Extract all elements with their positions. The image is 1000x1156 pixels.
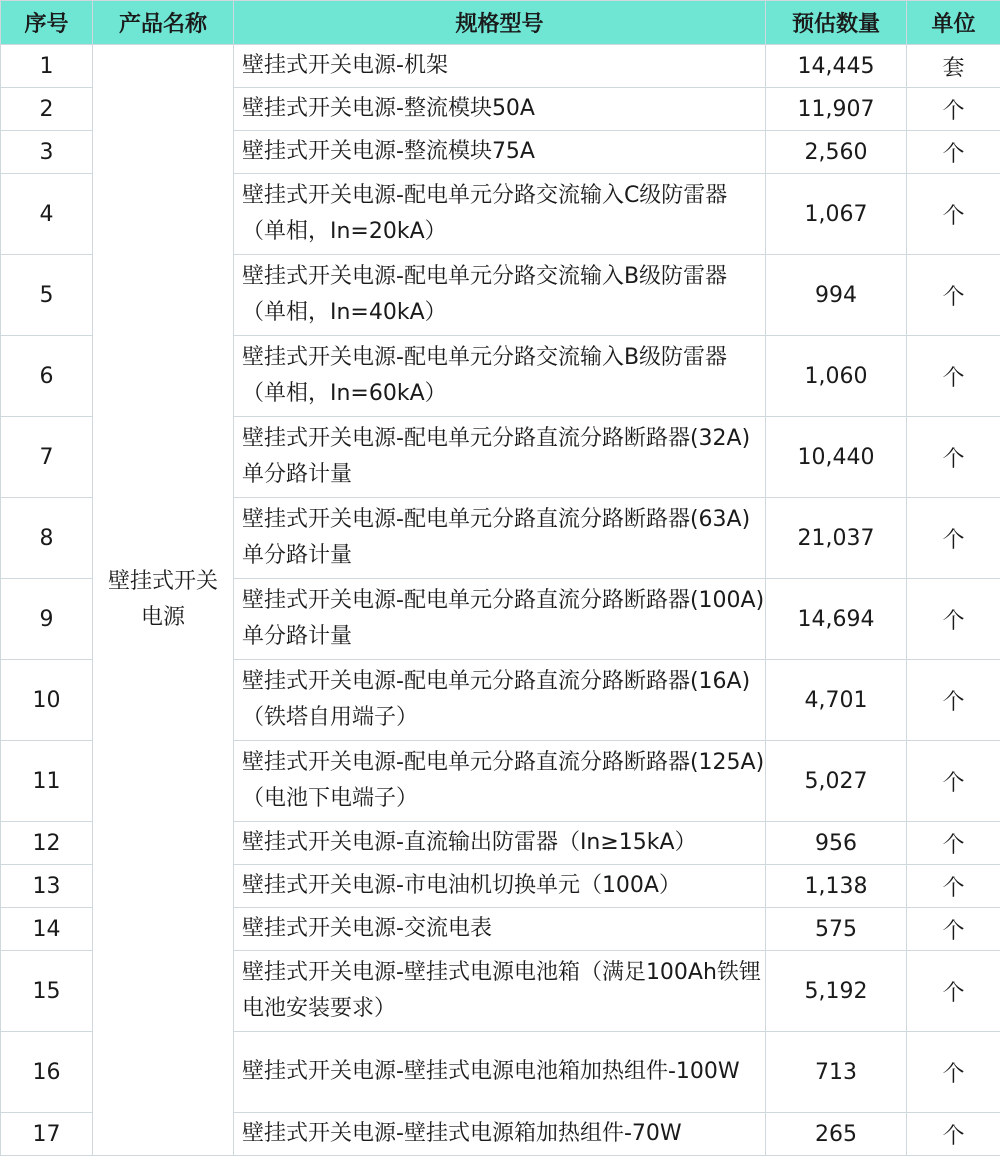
row-unit: 个	[907, 174, 1000, 255]
row-index: 14	[1, 908, 93, 951]
row-spec: 壁挂式开关电源-整流模块75A	[234, 131, 766, 174]
row-qty: 11,907	[766, 88, 907, 131]
row-spec: 壁挂式开关电源-配电单元分路交流输入B级防雷器（单相，In=60kA）	[234, 336, 766, 417]
row-spec: 壁挂式开关电源-壁挂式电源箱加热组件-70W	[234, 1113, 766, 1156]
row-qty: 21,037	[766, 498, 907, 579]
row-qty: 2,560	[766, 131, 907, 174]
row-index: 12	[1, 822, 93, 865]
row-spec: 壁挂式开关电源-配电单元分路直流分路断路器(32A)单分路计量	[234, 417, 766, 498]
row-qty: 10,440	[766, 417, 907, 498]
row-spec: 壁挂式开关电源-配电单元分路交流输入B级防雷器（单相，In=40kA）	[234, 255, 766, 336]
row-unit: 个	[907, 336, 1000, 417]
row-index: 15	[1, 951, 93, 1032]
row-spec: 壁挂式开关电源-配电单元分路直流分路断路器(100A)单分路计量	[234, 579, 766, 660]
row-unit: 个	[907, 660, 1000, 741]
row-qty: 956	[766, 822, 907, 865]
row-qty: 14,445	[766, 45, 907, 88]
table-header-row	[1, 1, 1000, 45]
row-unit: 个	[907, 498, 1000, 579]
row-spec: 壁挂式开关电源-市电油机切换单元（100A）	[234, 865, 766, 908]
row-unit: 个	[907, 865, 1000, 908]
row-spec: 壁挂式开关电源-壁挂式电源电池箱（满足100Ah铁锂电池安装要求）	[234, 951, 766, 1032]
row-unit: 个	[907, 88, 1000, 131]
row-qty: 5,192	[766, 951, 907, 1032]
row-unit: 个	[907, 951, 1000, 1032]
row-index: 4	[1, 174, 93, 255]
header-qty: 预估数量	[766, 1, 907, 45]
row-spec: 壁挂式开关电源-壁挂式电源电池箱加热组件-100W	[234, 1032, 766, 1113]
row-spec: 壁挂式开关电源-配电单元分路交流输入C级防雷器（单相，In=20kA）	[234, 174, 766, 255]
row-unit: 个	[907, 255, 1000, 336]
header-unit: 单位	[907, 1, 1000, 45]
row-index: 16	[1, 1032, 93, 1113]
product-name-cell	[93, 45, 234, 1156]
row-qty: 1,067	[766, 174, 907, 255]
row-spec: 壁挂式开关电源-整流模块50A	[234, 88, 766, 131]
row-index: 11	[1, 741, 93, 822]
row-index: 5	[1, 255, 93, 336]
row-index: 17	[1, 1113, 93, 1156]
row-spec: 壁挂式开关电源-直流输出防雷器（In≥15kA）	[234, 822, 766, 865]
row-index: 10	[1, 660, 93, 741]
row-index: 6	[1, 336, 93, 417]
row-spec: 壁挂式开关电源-配电单元分路直流分路断路器(63A)单分路计量	[234, 498, 766, 579]
row-index: 7	[1, 417, 93, 498]
row-qty: 14,694	[766, 579, 907, 660]
row-spec: 壁挂式开关电源-配电单元分路直流分路断路器(125A)（电池下电端子）	[234, 741, 766, 822]
row-unit: 个	[907, 579, 1000, 660]
row-unit: 个	[907, 131, 1000, 174]
row-index: 9	[1, 579, 93, 660]
row-spec: 壁挂式开关电源-机架	[234, 45, 766, 88]
row-index: 2	[1, 88, 93, 131]
row-unit: 个	[907, 822, 1000, 865]
row-qty: 713	[766, 1032, 907, 1113]
row-unit: 个	[907, 908, 1000, 951]
row-qty: 5,027	[766, 741, 907, 822]
row-index: 3	[1, 131, 93, 174]
row-qty: 4,701	[766, 660, 907, 741]
row-index: 1	[1, 45, 93, 88]
row-spec: 壁挂式开关电源-交流电表	[234, 908, 766, 951]
row-unit: 个	[907, 741, 1000, 822]
row-unit: 个	[907, 1032, 1000, 1113]
row-index: 13	[1, 865, 93, 908]
header-spec: 规格型号	[234, 1, 766, 45]
row-unit: 个	[907, 1113, 1000, 1156]
product-name: 壁挂式开关电源	[107, 569, 218, 630]
row-unit: 个	[907, 417, 1000, 498]
row-spec: 壁挂式开关电源-配电单元分路直流分路断路器(16A)（铁塔自用端子）	[234, 660, 766, 741]
header-index: 序号	[1, 1, 93, 45]
row-qty: 1,060	[766, 336, 907, 417]
row-qty: 1,138	[766, 865, 907, 908]
row-qty: 994	[766, 255, 907, 336]
header-product: 产品名称	[93, 1, 234, 45]
row-index: 8	[1, 498, 93, 579]
table-row	[1, 45, 1000, 88]
row-qty: 265	[766, 1113, 907, 1156]
row-qty: 575	[766, 908, 907, 951]
row-unit: 套	[907, 45, 1000, 88]
